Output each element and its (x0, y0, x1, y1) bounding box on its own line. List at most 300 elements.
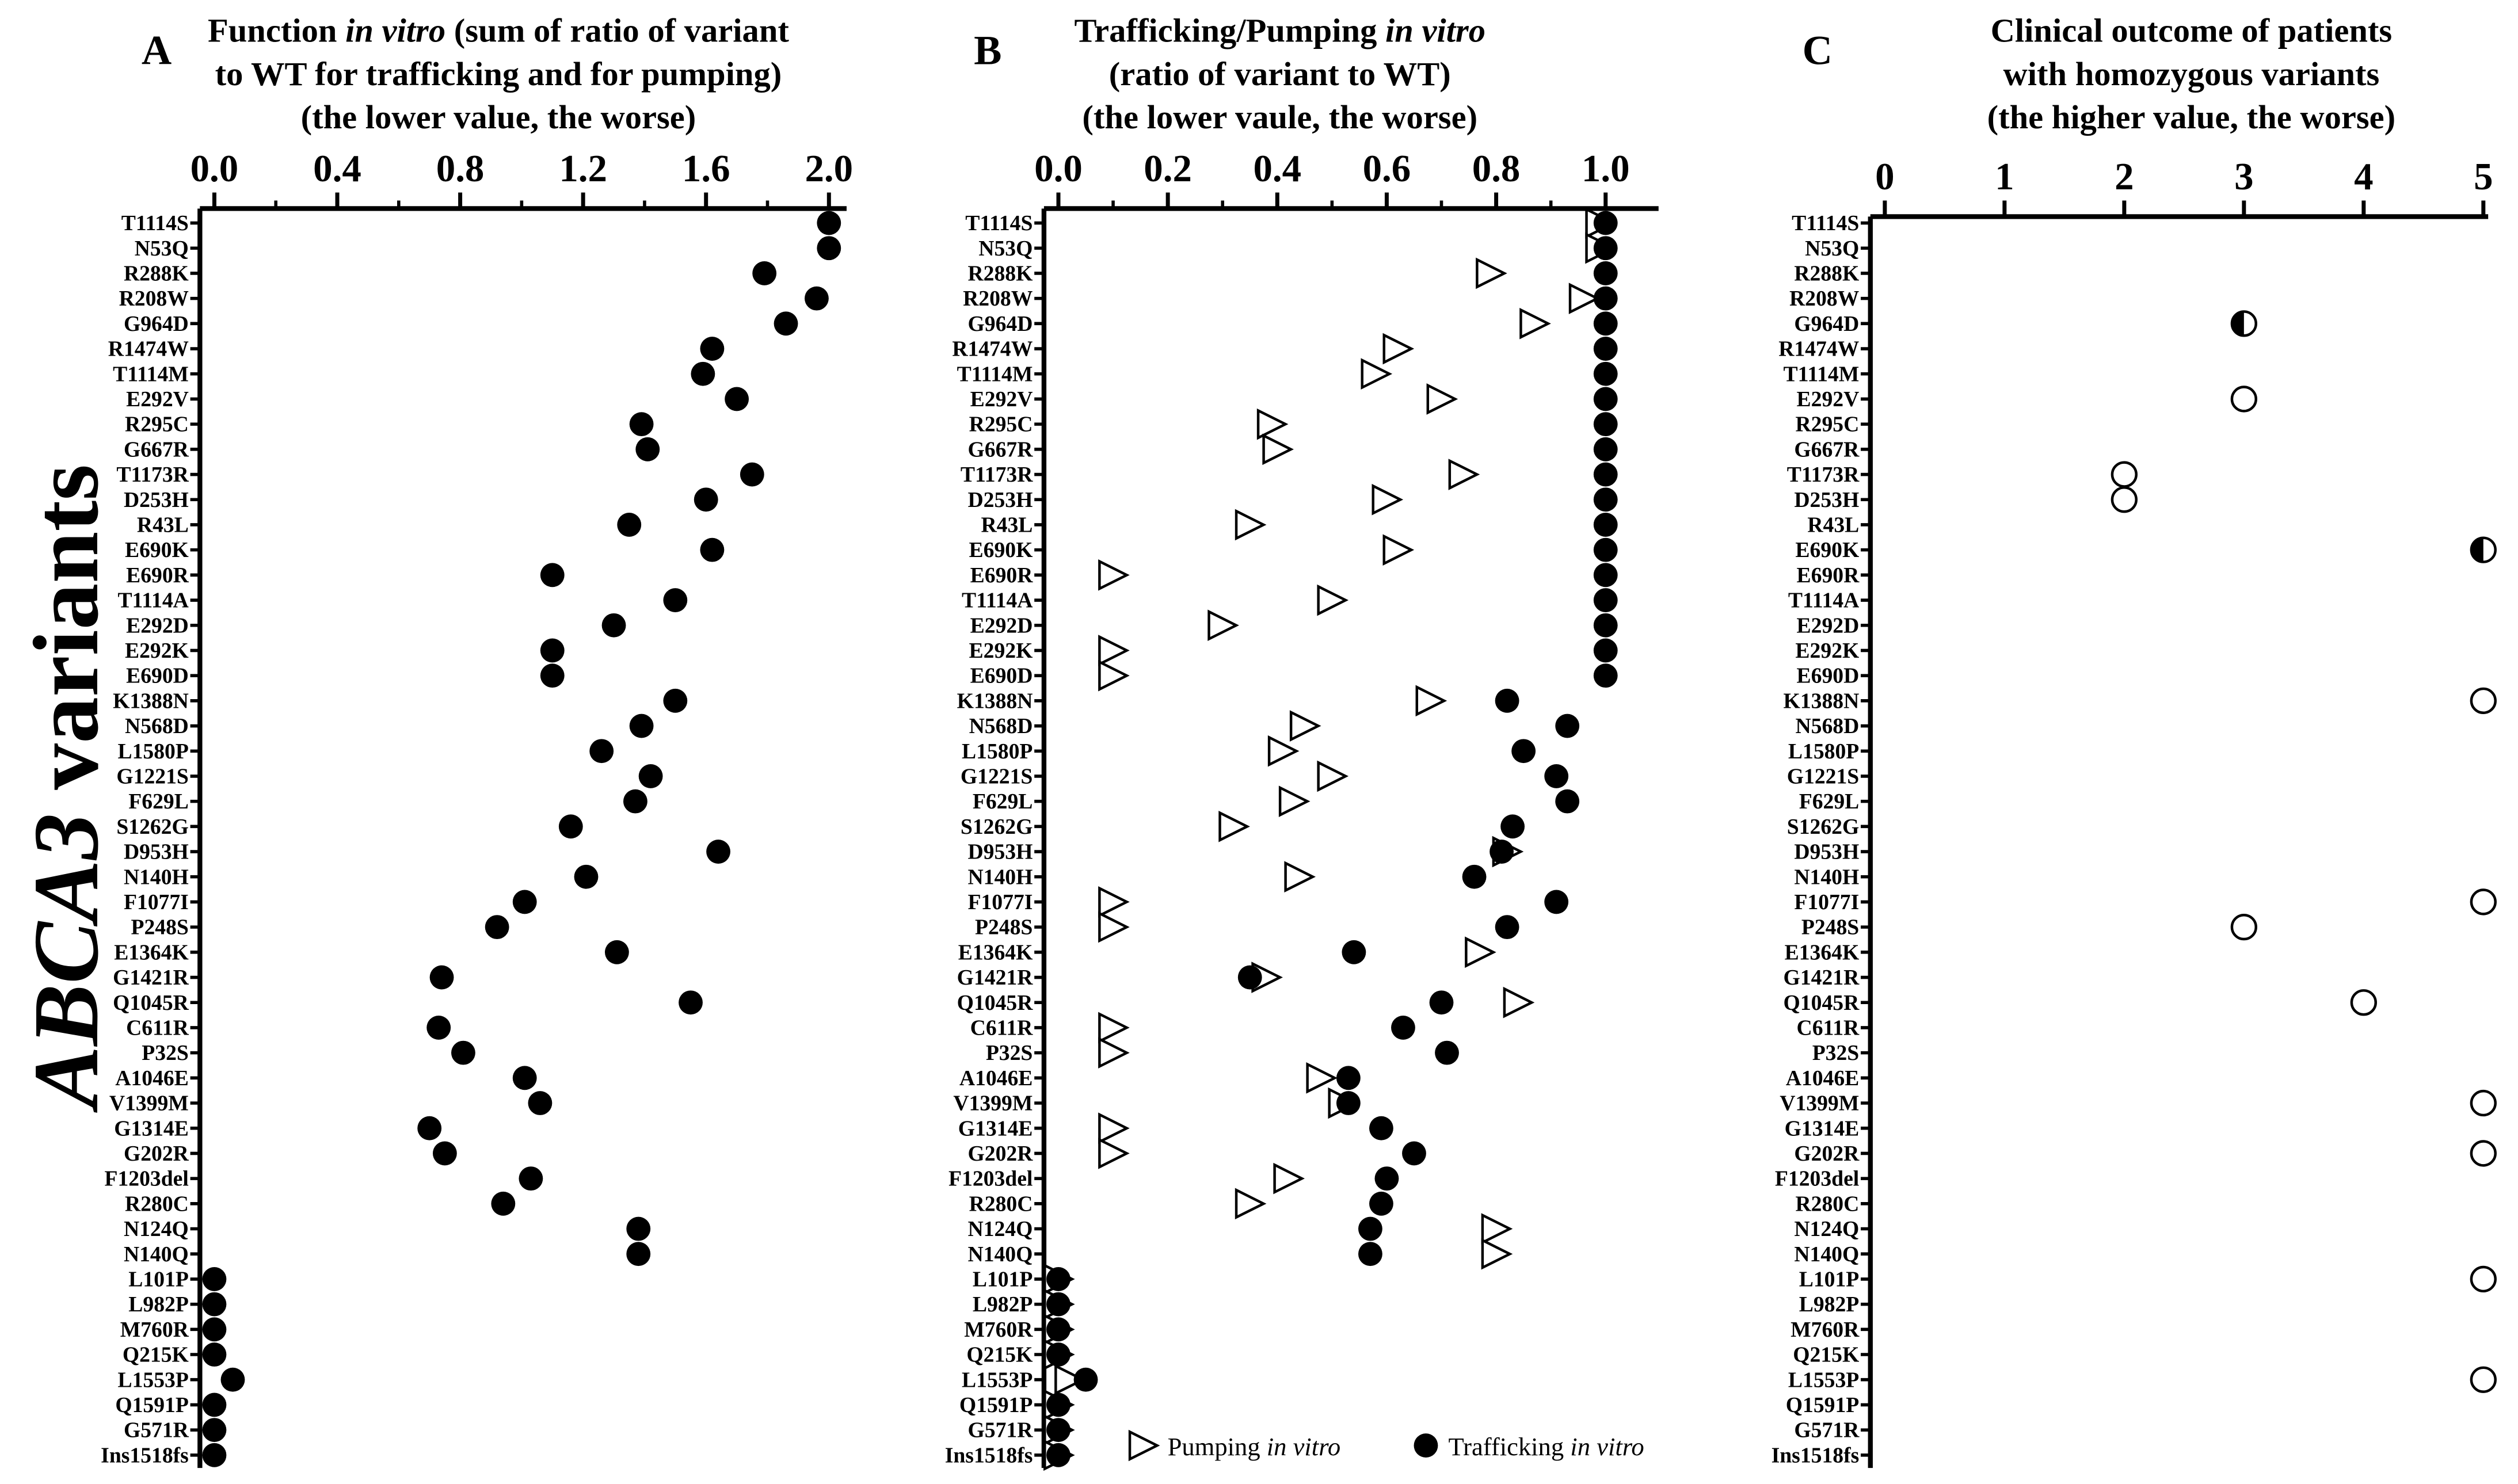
point-function-G571R (203, 1418, 227, 1442)
point-outcome-G202R (2471, 1142, 2496, 1166)
y-tick-label: P248S (1801, 915, 1860, 940)
point-function-L1580P (589, 739, 614, 763)
y-tick-label: P32S (1812, 1041, 1860, 1066)
y-tick-label: E1364K (958, 940, 1033, 965)
point-function-R295C (630, 412, 654, 436)
point-trafficking-G667R (1594, 437, 1618, 461)
y-tick-label: E690D (1796, 663, 1860, 688)
y-tick-label: G1314E (114, 1116, 189, 1141)
point-function-G667R (635, 437, 660, 461)
point-pumping-N140Q (1483, 1241, 1510, 1268)
point-trafficking-L1580P (1511, 739, 1536, 763)
point-trafficking-G571R (1046, 1418, 1071, 1442)
point-outcome-L1553P (2471, 1368, 2496, 1392)
y-tick-label: F1203del (104, 1166, 189, 1191)
point-function-F1077I (513, 890, 537, 914)
y-tick-label: N124Q (1794, 1217, 1860, 1242)
y-tick-label: L982P (1799, 1292, 1860, 1317)
y-tick-label: E690K (125, 538, 189, 563)
y-tick-label: Q215K (122, 1342, 189, 1367)
y-tick-label: Ins1518fs (944, 1443, 1033, 1468)
point-pumping-E292V (1428, 386, 1455, 413)
y-tick-label: T1173R (116, 463, 189, 487)
y-tick-label: N53Q (1805, 236, 1860, 261)
point-trafficking-G1314E (1369, 1116, 1393, 1140)
legend-trafficking-label (1448, 1432, 1644, 1461)
y-tick-label: Q1045R (957, 990, 1033, 1015)
point-outcome-P248S (2232, 915, 2256, 939)
y-tick-label: G667R (123, 437, 189, 462)
y-tick-label: G1421R (957, 966, 1033, 990)
y-tick-label: R208W (119, 287, 189, 311)
y-tick-label: G202R (1794, 1141, 1860, 1166)
panel-title-line (2003, 55, 2379, 93)
y-tick-label: D253H (967, 487, 1033, 512)
point-function-P248S (485, 915, 509, 939)
point-trafficking-P32S (1435, 1041, 1459, 1065)
point-function-N53Q (817, 236, 841, 260)
y-tick-label: K1388N (113, 689, 189, 714)
y-tick-label: R1474W (1778, 337, 1860, 361)
y-tick-label: E690K (1795, 538, 1860, 563)
y-tick-label: G571R (967, 1418, 1033, 1443)
point-function-K1388N (663, 689, 687, 713)
point-outcome-D253H (2112, 487, 2136, 512)
point-pumping-G1221S (1319, 762, 1346, 789)
y-tick-label: E292D (1796, 613, 1860, 638)
point-trafficking-Ins1518fs (1046, 1443, 1071, 1467)
point-trafficking-T1114A (1594, 588, 1618, 612)
y-tick-label: G571R (1794, 1418, 1860, 1443)
text-segment: in vitro (345, 12, 446, 49)
y-tick-label: F629L (972, 789, 1033, 814)
y-tick-label: Q215K (1793, 1342, 1860, 1367)
point-trafficking-E1364K (1342, 940, 1366, 964)
y-tick-label: L982P (128, 1292, 189, 1317)
point-pumping-R208W (1570, 285, 1597, 312)
point-outcome-T1173R (2112, 463, 2136, 487)
point-function-G1221S (639, 764, 663, 788)
x-tick-label: 0.0 (190, 147, 239, 190)
point-trafficking-T1114S (1594, 211, 1618, 235)
y-tick-label: K1388N (957, 689, 1033, 714)
point-trafficking-C611R (1391, 1016, 1415, 1040)
x-tick-label: 0.6 (1362, 147, 1411, 190)
point-trafficking-T1173R (1594, 463, 1618, 487)
y-tick-label: N140Q (967, 1242, 1033, 1266)
point-pumping-F629L (1280, 788, 1307, 815)
y-tick-label: T1114S (965, 211, 1033, 236)
y-tick-label: E292K (1795, 638, 1860, 663)
point-pumping-F1203del (1275, 1165, 1302, 1192)
y-tick-label: D953H (1794, 840, 1860, 864)
point-function-E690K (700, 538, 724, 562)
point-trafficking-S1262G (1500, 814, 1525, 838)
point-trafficking-M760R (1046, 1317, 1071, 1341)
y-tick-label: Q1045R (113, 990, 189, 1015)
x-tick-label: 0.2 (1144, 147, 1192, 190)
text-segment: (ratio of variant to WT) (1108, 55, 1451, 93)
point-pumping-N568D (1291, 712, 1318, 739)
point-function-D953H (706, 840, 730, 864)
point-function-E292K (540, 639, 565, 663)
y-tick-label: C611R (1796, 1016, 1860, 1040)
panel-title-line (1991, 12, 2393, 49)
y-tick-label: R43L (136, 513, 189, 537)
y-tick-label: E292V (1796, 387, 1860, 411)
y-tick-label: C611R (126, 1016, 189, 1040)
y-axis-label-rest: variants (14, 464, 117, 814)
legend (1130, 1432, 1644, 1460)
point-trafficking-R1474W (1594, 337, 1618, 361)
y-tick-label: E690D (126, 663, 189, 688)
y-tick-label: L982P (972, 1292, 1033, 1317)
point-trafficking-R295C (1594, 412, 1618, 436)
y-tick-label: D953H (123, 840, 189, 864)
point-function-F1203del (519, 1166, 543, 1191)
y-tick-label: T1114A (962, 588, 1033, 613)
point-pumping-T1173R (1450, 461, 1477, 488)
point-outcome-K1388N (2471, 689, 2496, 713)
y-tick-label: L1553P (117, 1368, 189, 1393)
point-function-R1474W (700, 337, 724, 361)
panel-letter: C (1802, 26, 1833, 74)
point-function-R280C (491, 1192, 515, 1216)
point-pumping-E690D (1099, 662, 1126, 689)
text-segment: Function (207, 12, 346, 49)
y-axis-label-italic: ABCA3 (14, 813, 117, 1108)
x-tick-label: 1.0 (1581, 147, 1630, 190)
y-tick-label: E1364K (1784, 940, 1860, 965)
text-segment: in vitro (1385, 12, 1486, 49)
point-pumping-K1388N (1417, 687, 1444, 714)
x-tick-label: 0.8 (1472, 147, 1521, 190)
point-function-L982P (203, 1292, 227, 1317)
point-trafficking-R288K (1594, 261, 1618, 285)
y-tick-label: E690K (969, 538, 1033, 563)
point-pumping-E292D (1209, 612, 1236, 639)
point-function-E690D (540, 663, 565, 688)
point-function-P32S (451, 1041, 475, 1065)
y-tick-label: D253H (123, 487, 189, 512)
y-tick-label: R288K (123, 261, 189, 286)
y-tick-label: T1114A (1788, 588, 1860, 613)
y-tick-label: N124Q (967, 1217, 1033, 1242)
point-outcome-F1077I (2471, 890, 2496, 914)
point-pumping-R295C (1258, 410, 1285, 437)
y-tick-label: G202R (967, 1141, 1033, 1166)
point-function-Q215K (203, 1342, 227, 1367)
y-tick-label: E292K (969, 638, 1033, 663)
y-tick-label: T1114S (1792, 211, 1860, 236)
panel-letter: B (974, 26, 1002, 74)
y-tick-label: N124Q (123, 1217, 189, 1242)
x-tick-label: 1.2 (559, 147, 607, 190)
point-function-F629L (623, 789, 647, 814)
point-trafficking-A1046E (1336, 1066, 1361, 1090)
y-tick-label: G1221S (960, 764, 1033, 789)
point-trafficking-E292D (1594, 613, 1618, 638)
point-pumping-R1474W (1384, 335, 1411, 362)
point-pumping-E1364K (1466, 939, 1493, 966)
point-function-E292V (725, 387, 749, 411)
y-tick-label: R208W (963, 287, 1033, 311)
y-tick-label: N568D (125, 714, 189, 739)
point-function-L1553P (221, 1368, 245, 1392)
point-pumping-Q1045R (1504, 989, 1532, 1016)
point-pumping-G667R (1264, 436, 1291, 463)
point-pumping-N124Q (1483, 1215, 1510, 1242)
y-tick-label: A1046E (1785, 1066, 1860, 1090)
point-pumping-T1114A (1319, 586, 1346, 613)
y-tick-label: L101P (1799, 1267, 1860, 1292)
x-tick-label: 2.0 (805, 147, 854, 190)
x-tick-label: 3 (2234, 155, 2254, 198)
point-trafficking-L982P (1046, 1292, 1071, 1317)
point-function-E690R (540, 563, 565, 587)
x-tick-label: 5 (2474, 155, 2493, 198)
point-function-R208W (805, 287, 829, 311)
x-tick-label: 0.4 (1253, 147, 1302, 190)
panel-title-line (301, 98, 696, 136)
point-trafficking-F1077I (1544, 890, 1568, 914)
point-trafficking-L1553P (1074, 1368, 1098, 1392)
point-function-N124Q (626, 1217, 650, 1241)
y-tick-label: F1077I (123, 890, 189, 914)
y-tick-label: N140H (123, 865, 189, 890)
y-tick-label: M760R (1791, 1317, 1860, 1342)
y-tick-label: S1262G (960, 814, 1033, 839)
y-tick-label: Q1591P (115, 1393, 189, 1417)
y-tick-label: P32S (985, 1041, 1033, 1066)
y-tick-label: G1314E (1784, 1116, 1860, 1141)
y-tick-label: T1114M (957, 362, 1033, 387)
y-tick-label: E292D (970, 613, 1033, 638)
point-function-D253H (694, 487, 718, 512)
legend-text-italic: in vitro (1570, 1432, 1644, 1461)
y-tick-label: K1388N (1783, 689, 1860, 714)
y-tick-label: D253H (1794, 487, 1860, 512)
point-trafficking-P248S (1495, 915, 1519, 939)
text-segment: (sum of ratio of variant (445, 12, 789, 49)
point-outcome-Q1045R (2352, 990, 2376, 1014)
point-trafficking-R43L (1594, 513, 1618, 537)
legend-text: Trafficking (1448, 1432, 1571, 1461)
y-tick-label: L101P (972, 1267, 1033, 1292)
y-tick-label: R1474W (108, 337, 189, 361)
point-trafficking-D253H (1594, 487, 1618, 512)
legend-text-italic: in vitro (1266, 1432, 1341, 1461)
point-function-R288K (752, 261, 776, 285)
point-pumping-N140H (1286, 863, 1313, 890)
point-function-Q1045R (679, 990, 703, 1014)
y-tick-label: E1364K (114, 940, 189, 965)
point-pumping-F1077I (1099, 888, 1126, 915)
text-segment: Trafficking/Pumping (1074, 12, 1385, 49)
point-function-S1262G (559, 814, 583, 838)
point-function-E292D (602, 613, 626, 638)
y-tick-label: L1553P (1788, 1368, 1860, 1393)
point-trafficking-N53Q (1594, 236, 1618, 260)
x-tick-label: 0.8 (436, 147, 485, 190)
panel-title-line (1987, 98, 2396, 136)
point-pumping-R43L (1236, 511, 1263, 538)
point-function-G202R (433, 1142, 457, 1166)
point-pumping-C611R (1099, 1014, 1126, 1041)
point-trafficking-N140Q (1358, 1242, 1382, 1266)
x-tick-label: 0 (1875, 155, 1895, 198)
point-function-C611R (426, 1016, 451, 1040)
y-tick-label: N140Q (123, 1242, 189, 1266)
point-function-Ins1518fs (203, 1443, 227, 1467)
point-outcome-V1399M (2471, 1091, 2496, 1115)
y-tick-label: T1173R (960, 463, 1033, 487)
x-tick-label: 0.0 (1034, 147, 1083, 190)
x-tick-label: 0.4 (313, 147, 361, 190)
panel-B (945, 12, 1659, 1468)
point-outcome-L101P (2471, 1267, 2496, 1291)
point-function-T1114A (663, 588, 687, 612)
y-tick-label: P32S (142, 1041, 189, 1066)
point-function-E1364K (605, 940, 629, 964)
y-tick-label: V1399M (953, 1091, 1033, 1116)
panel-title-line (1082, 98, 1477, 136)
y-tick-label: E690R (970, 563, 1033, 588)
point-function-G1314E (417, 1116, 441, 1140)
y-tick-label: T1114A (117, 588, 189, 613)
y-tick-label: V1399M (1780, 1091, 1860, 1116)
y-tick-label: V1399M (109, 1091, 189, 1116)
y-tick-label: F629L (128, 789, 189, 814)
y-tick-label: T1114S (121, 211, 189, 236)
point-function-G1421R (430, 966, 454, 990)
panel-A (101, 12, 853, 1468)
panel-C (1772, 12, 2496, 1468)
y-tick-label: E690R (126, 563, 189, 588)
panel-title-line (208, 12, 789, 49)
y-tick-label: E292D (126, 613, 189, 638)
point-function-T1114M (691, 362, 715, 386)
point-trafficking-V1399M (1336, 1091, 1361, 1115)
point-pumping-R280C (1236, 1190, 1263, 1217)
panel-letter: A (141, 26, 172, 74)
y-tick-label: E690D (970, 663, 1033, 688)
y-tick-label: D953H (967, 840, 1033, 864)
text-segment: (the lower value, the worse) (300, 98, 696, 136)
y-tick-label: N53Q (134, 236, 189, 261)
y-tick-label: E292K (125, 638, 189, 663)
point-trafficking-Q1045R (1430, 990, 1454, 1014)
y-tick-label: R1474W (952, 337, 1033, 361)
y-tick-label: R208W (1789, 287, 1860, 311)
y-tick-label: T1173R (1786, 463, 1860, 487)
y-tick-label: G1314E (958, 1116, 1033, 1141)
point-pumping-L1580P (1269, 738, 1296, 765)
point-trafficking-E292V (1594, 387, 1618, 411)
y-tick-label: Q1591P (959, 1393, 1033, 1417)
y-tick-label: Ins1518fs (1771, 1443, 1860, 1468)
point-pumping-E690R (1099, 562, 1126, 589)
text-segment: to WT for trafficking and for pumping) (215, 55, 782, 93)
y-axis-label (14, 464, 117, 1113)
y-tick-label: C611R (970, 1016, 1033, 1040)
y-tick-label: M760R (964, 1317, 1033, 1342)
text-segment: (the higher value, the worse) (1987, 98, 2396, 136)
y-tick-label: Q1591P (1785, 1393, 1860, 1417)
point-trafficking-R280C (1369, 1192, 1393, 1216)
point-trafficking-F1203del (1375, 1166, 1399, 1191)
y-tick-label: N53Q (978, 236, 1033, 261)
y-tick-label: L1580P (1788, 739, 1860, 764)
point-trafficking-K1388N (1495, 689, 1519, 713)
panel-title-line (1109, 55, 1451, 93)
point-pumping-E292K (1099, 637, 1126, 664)
y-tick-label: R43L (981, 513, 1033, 537)
y-tick-label: F1203del (1774, 1166, 1860, 1191)
y-tick-label: G964D (967, 311, 1033, 336)
point-outcome-E292V (2232, 387, 2256, 411)
y-tick-label: G1421R (113, 966, 189, 990)
x-tick-label: 4 (2354, 155, 2374, 198)
point-trafficking-G1421R (1238, 966, 1262, 990)
y-tick-label: A1046E (115, 1066, 189, 1090)
y-tick-label: G202R (123, 1141, 189, 1166)
point-function-L101P (203, 1267, 227, 1291)
point-function-N140H (574, 865, 599, 889)
point-pumping-S1262G (1220, 813, 1247, 840)
legend-trafficking-marker (1414, 1433, 1438, 1458)
x-tick-label: 1.6 (681, 147, 730, 190)
point-pumping-P32S (1099, 1039, 1126, 1066)
legend-text: Pumping (1167, 1432, 1267, 1461)
point-trafficking-E292K (1594, 639, 1618, 663)
point-trafficking-L101P (1046, 1267, 1071, 1291)
y-tick-label: F1203del (948, 1166, 1033, 1191)
y-tick-label: N568D (1795, 714, 1860, 739)
y-tick-label: A1046E (959, 1066, 1033, 1090)
point-function-G964D (774, 311, 798, 335)
y-tick-label: G1421R (1783, 966, 1860, 990)
panel-title-line (215, 55, 782, 93)
y-tick-label: R280C (1795, 1192, 1860, 1216)
y-tick-label: S1262G (116, 814, 189, 839)
y-tick-label: R280C (969, 1192, 1033, 1216)
point-trafficking-R208W (1594, 287, 1618, 311)
point-pumping-D253H (1373, 486, 1400, 513)
panel-title-line (1074, 12, 1485, 49)
y-tick-label: L1580P (117, 739, 189, 764)
y-tick-label: Q1045R (1783, 990, 1860, 1015)
point-pumping-E690K (1384, 536, 1411, 563)
point-trafficking-N568D (1555, 714, 1579, 738)
y-tick-label: T1114M (1783, 362, 1860, 387)
x-tick-label: 2 (2115, 155, 2134, 198)
text-segment: with homozygous variants (2003, 55, 2380, 93)
y-tick-label: S1262G (1786, 814, 1860, 839)
y-tick-label: N568D (969, 714, 1033, 739)
y-tick-label: F629L (1799, 789, 1860, 814)
y-tick-label: Ins1518fs (101, 1443, 189, 1468)
y-tick-label: N140H (1794, 865, 1860, 890)
point-pumping-P248S (1099, 913, 1126, 940)
point-pumping-G1314E (1099, 1115, 1126, 1142)
point-function-N568D (630, 714, 654, 738)
y-tick-label: G667R (1794, 437, 1860, 462)
point-trafficking-E690R (1594, 563, 1618, 587)
y-tick-label: N140Q (1794, 1242, 1860, 1266)
y-tick-label: R295C (125, 412, 189, 437)
y-tick-label: L101P (128, 1267, 189, 1292)
